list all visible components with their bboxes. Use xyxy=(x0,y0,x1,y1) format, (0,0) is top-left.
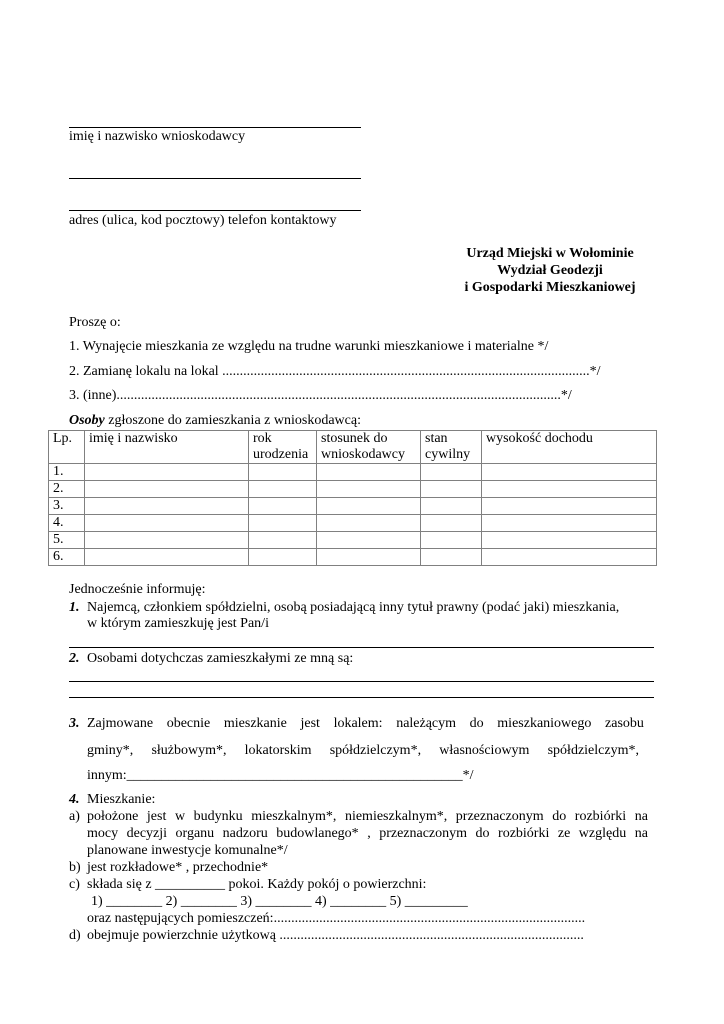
info-point-3-line-3: innym:________________________________________________*/ xyxy=(87,768,474,783)
cell[interactable] xyxy=(249,481,317,498)
info-point-2-number: 2. xyxy=(69,651,80,666)
info-point-4-number: 4. xyxy=(69,792,80,807)
table-row xyxy=(49,481,657,498)
word: budowlanego* xyxy=(276,826,359,841)
cell[interactable] xyxy=(482,532,657,549)
item-a-line-2 xyxy=(87,826,648,842)
word: mieszkanie xyxy=(223,716,287,731)
cell[interactable] xyxy=(249,532,317,549)
info-intro: Jednocześnie informuję: xyxy=(69,582,206,597)
word: położone xyxy=(87,809,139,824)
word: obecnie xyxy=(166,716,211,731)
cell[interactable] xyxy=(482,481,657,498)
cell[interactable] xyxy=(421,464,482,481)
cell[interactable] xyxy=(317,549,421,566)
cell[interactable] xyxy=(85,481,249,498)
word: na xyxy=(634,809,648,824)
cell[interactable] xyxy=(317,498,421,515)
word: niemieszkalnym*, xyxy=(344,809,448,824)
recipient-line-3: i Gospodarki Mieszkaniowej xyxy=(464,280,636,295)
request-item-1: 1. Wynajęcie mieszkania ze względu na trudne warunki mieszkaniowe i materialne */ xyxy=(69,339,549,354)
word: zasobu xyxy=(605,716,644,731)
word: mieszkalnym*, xyxy=(251,809,337,824)
word: spółdzielczym*, xyxy=(329,743,422,758)
item-a-line-1 xyxy=(87,809,648,825)
word: budynku xyxy=(193,809,243,824)
header-income: wysokość dochodu xyxy=(482,431,657,464)
cell[interactable] xyxy=(482,549,657,566)
cell[interactable] xyxy=(85,464,249,481)
word: ze xyxy=(557,826,571,841)
cell[interactable] xyxy=(249,464,317,481)
header-birth-year: rok urodzenia xyxy=(249,431,317,464)
word: na xyxy=(634,826,648,841)
header-name: imię i nazwisko xyxy=(85,431,249,464)
item-b-label: b) xyxy=(69,860,81,875)
word: do xyxy=(469,716,484,731)
applicant-name-line[interactable] xyxy=(69,127,361,128)
recipient-line-1: Urząd Miejski w Wołominie xyxy=(466,246,634,261)
header-marital-status: stan cywilny xyxy=(421,431,482,464)
persons-title: Osoby zgłoszone do zamieszkania z wnioskodawcą: xyxy=(69,413,361,428)
item-a-line-3: planowane inwestycje komunalne*/ xyxy=(87,843,288,858)
persons-table xyxy=(48,430,657,566)
word: lokatorskim xyxy=(244,743,312,758)
cell[interactable] xyxy=(482,464,657,481)
word: , xyxy=(367,826,371,841)
request-item-3: 3. (inne)...............................................................................................................................*/ xyxy=(69,388,572,403)
item-c-other-rooms: oraz następujących pomieszczeń:......................................................................................... xyxy=(87,911,586,926)
word: przeznaczonym xyxy=(379,826,468,841)
item-c-rooms: 1) ________ 2) ________ 3) ________ 4) ________ 5) _________ xyxy=(91,894,468,909)
item-d-label: d) xyxy=(69,928,81,943)
word: mocy xyxy=(87,826,119,841)
table-header-row xyxy=(49,431,657,464)
word: mieszkaniowego xyxy=(497,716,592,731)
word: do xyxy=(475,826,490,841)
cell[interactable] xyxy=(317,464,421,481)
word: należącym xyxy=(396,716,457,731)
table-row xyxy=(49,515,657,532)
applicant-address-line-2[interactable] xyxy=(69,210,361,211)
word: spółdzielczym*, xyxy=(547,743,639,758)
cell[interactable] xyxy=(317,481,421,498)
word: służbowym*, xyxy=(151,743,227,758)
cell[interactable] xyxy=(85,549,249,566)
table-row xyxy=(49,549,657,566)
info-point-3-number: 3. xyxy=(69,716,80,731)
row-number: 2. xyxy=(49,481,85,498)
cell[interactable] xyxy=(421,515,482,532)
item-c-label: c) xyxy=(69,877,80,892)
row-number: 5. xyxy=(49,532,85,549)
info-point-1-text-2: w którym zamieszkuję jest Pan/i xyxy=(87,616,269,631)
cell[interactable] xyxy=(482,515,657,532)
info-point-4-title: Mieszkanie: xyxy=(87,792,156,807)
table-row xyxy=(49,498,657,515)
info-point-1-answer-line[interactable] xyxy=(69,647,654,648)
info-point-2-text: Osobami dotychczas zamieszkałymi ze mną są: xyxy=(87,651,354,666)
item-d-text: obejmuje powierzchnie użytkową ....................................................................................... xyxy=(87,928,584,943)
cell[interactable] xyxy=(249,549,317,566)
cell[interactable] xyxy=(421,532,482,549)
word: decyzji xyxy=(126,826,168,841)
applicant-name-label: imię i nazwisko wnioskodawcy xyxy=(69,129,246,144)
item-b-text: jest rozkładowe* , przechodnie* xyxy=(87,860,269,875)
cell[interactable] xyxy=(421,481,482,498)
header-relation: stosunek do wnioskodawcy xyxy=(317,431,421,464)
cell[interactable] xyxy=(249,515,317,532)
cell[interactable] xyxy=(317,532,421,549)
cell[interactable] xyxy=(85,498,249,515)
word: lokalem: xyxy=(333,716,383,731)
request-intro: Proszę o: xyxy=(69,315,121,330)
word: organu xyxy=(175,826,215,841)
applicant-address-label: adres (ulica, kod pocztowy) telefon kontaktowy xyxy=(69,213,337,228)
row-number: 1. xyxy=(49,464,85,481)
cell[interactable] xyxy=(421,498,482,515)
word: do xyxy=(552,809,567,824)
info-point-3-line-1 xyxy=(87,716,644,732)
cell[interactable] xyxy=(421,549,482,566)
header-lp: Lp. xyxy=(49,431,85,464)
row-number: 4. xyxy=(49,515,85,532)
cell[interactable] xyxy=(85,532,249,549)
info-point-1-number: 1. xyxy=(69,600,80,615)
word: rozbiórki xyxy=(498,826,550,841)
word: rozbiórki xyxy=(574,809,627,824)
recipient-line-2: Wydział Geodezji xyxy=(497,263,603,278)
cell[interactable] xyxy=(85,515,249,532)
cell[interactable] xyxy=(249,498,317,515)
word: przeznaczonym xyxy=(455,809,544,824)
cell[interactable] xyxy=(482,498,657,515)
applicant-address-line-1[interactable] xyxy=(69,178,361,179)
info-point-2-answer-line-2[interactable] xyxy=(69,697,654,698)
word: jest xyxy=(146,809,167,824)
word: w xyxy=(174,809,186,824)
info-point-1-text: Najemcą, członkiem spółdzielni, osobą posiadającą inny tytuł prawny (podać jaki) mieszkania, xyxy=(87,600,620,615)
info-point-3-line-2 xyxy=(87,743,639,759)
row-number: 6. xyxy=(49,549,85,566)
table-row xyxy=(49,464,657,481)
cell[interactable] xyxy=(317,515,421,532)
word: Zajmowane xyxy=(87,716,154,731)
word: nadzoru xyxy=(222,826,268,841)
item-c-text: składa się z __________ pokoi. Każdy pokój o powierzchni: xyxy=(87,877,427,892)
table-row xyxy=(49,532,657,549)
info-point-2-answer-line-1[interactable] xyxy=(69,681,654,682)
row-number: 3. xyxy=(49,498,85,515)
word: gminy*, xyxy=(87,743,134,758)
word: względu xyxy=(578,826,627,841)
word: jest xyxy=(300,716,320,731)
request-item-2: 2. Zamianę lokalu na lokal .........................................................................................................*/ xyxy=(69,364,601,379)
item-a-label: a) xyxy=(69,809,80,824)
word: własnościowym xyxy=(439,743,530,758)
